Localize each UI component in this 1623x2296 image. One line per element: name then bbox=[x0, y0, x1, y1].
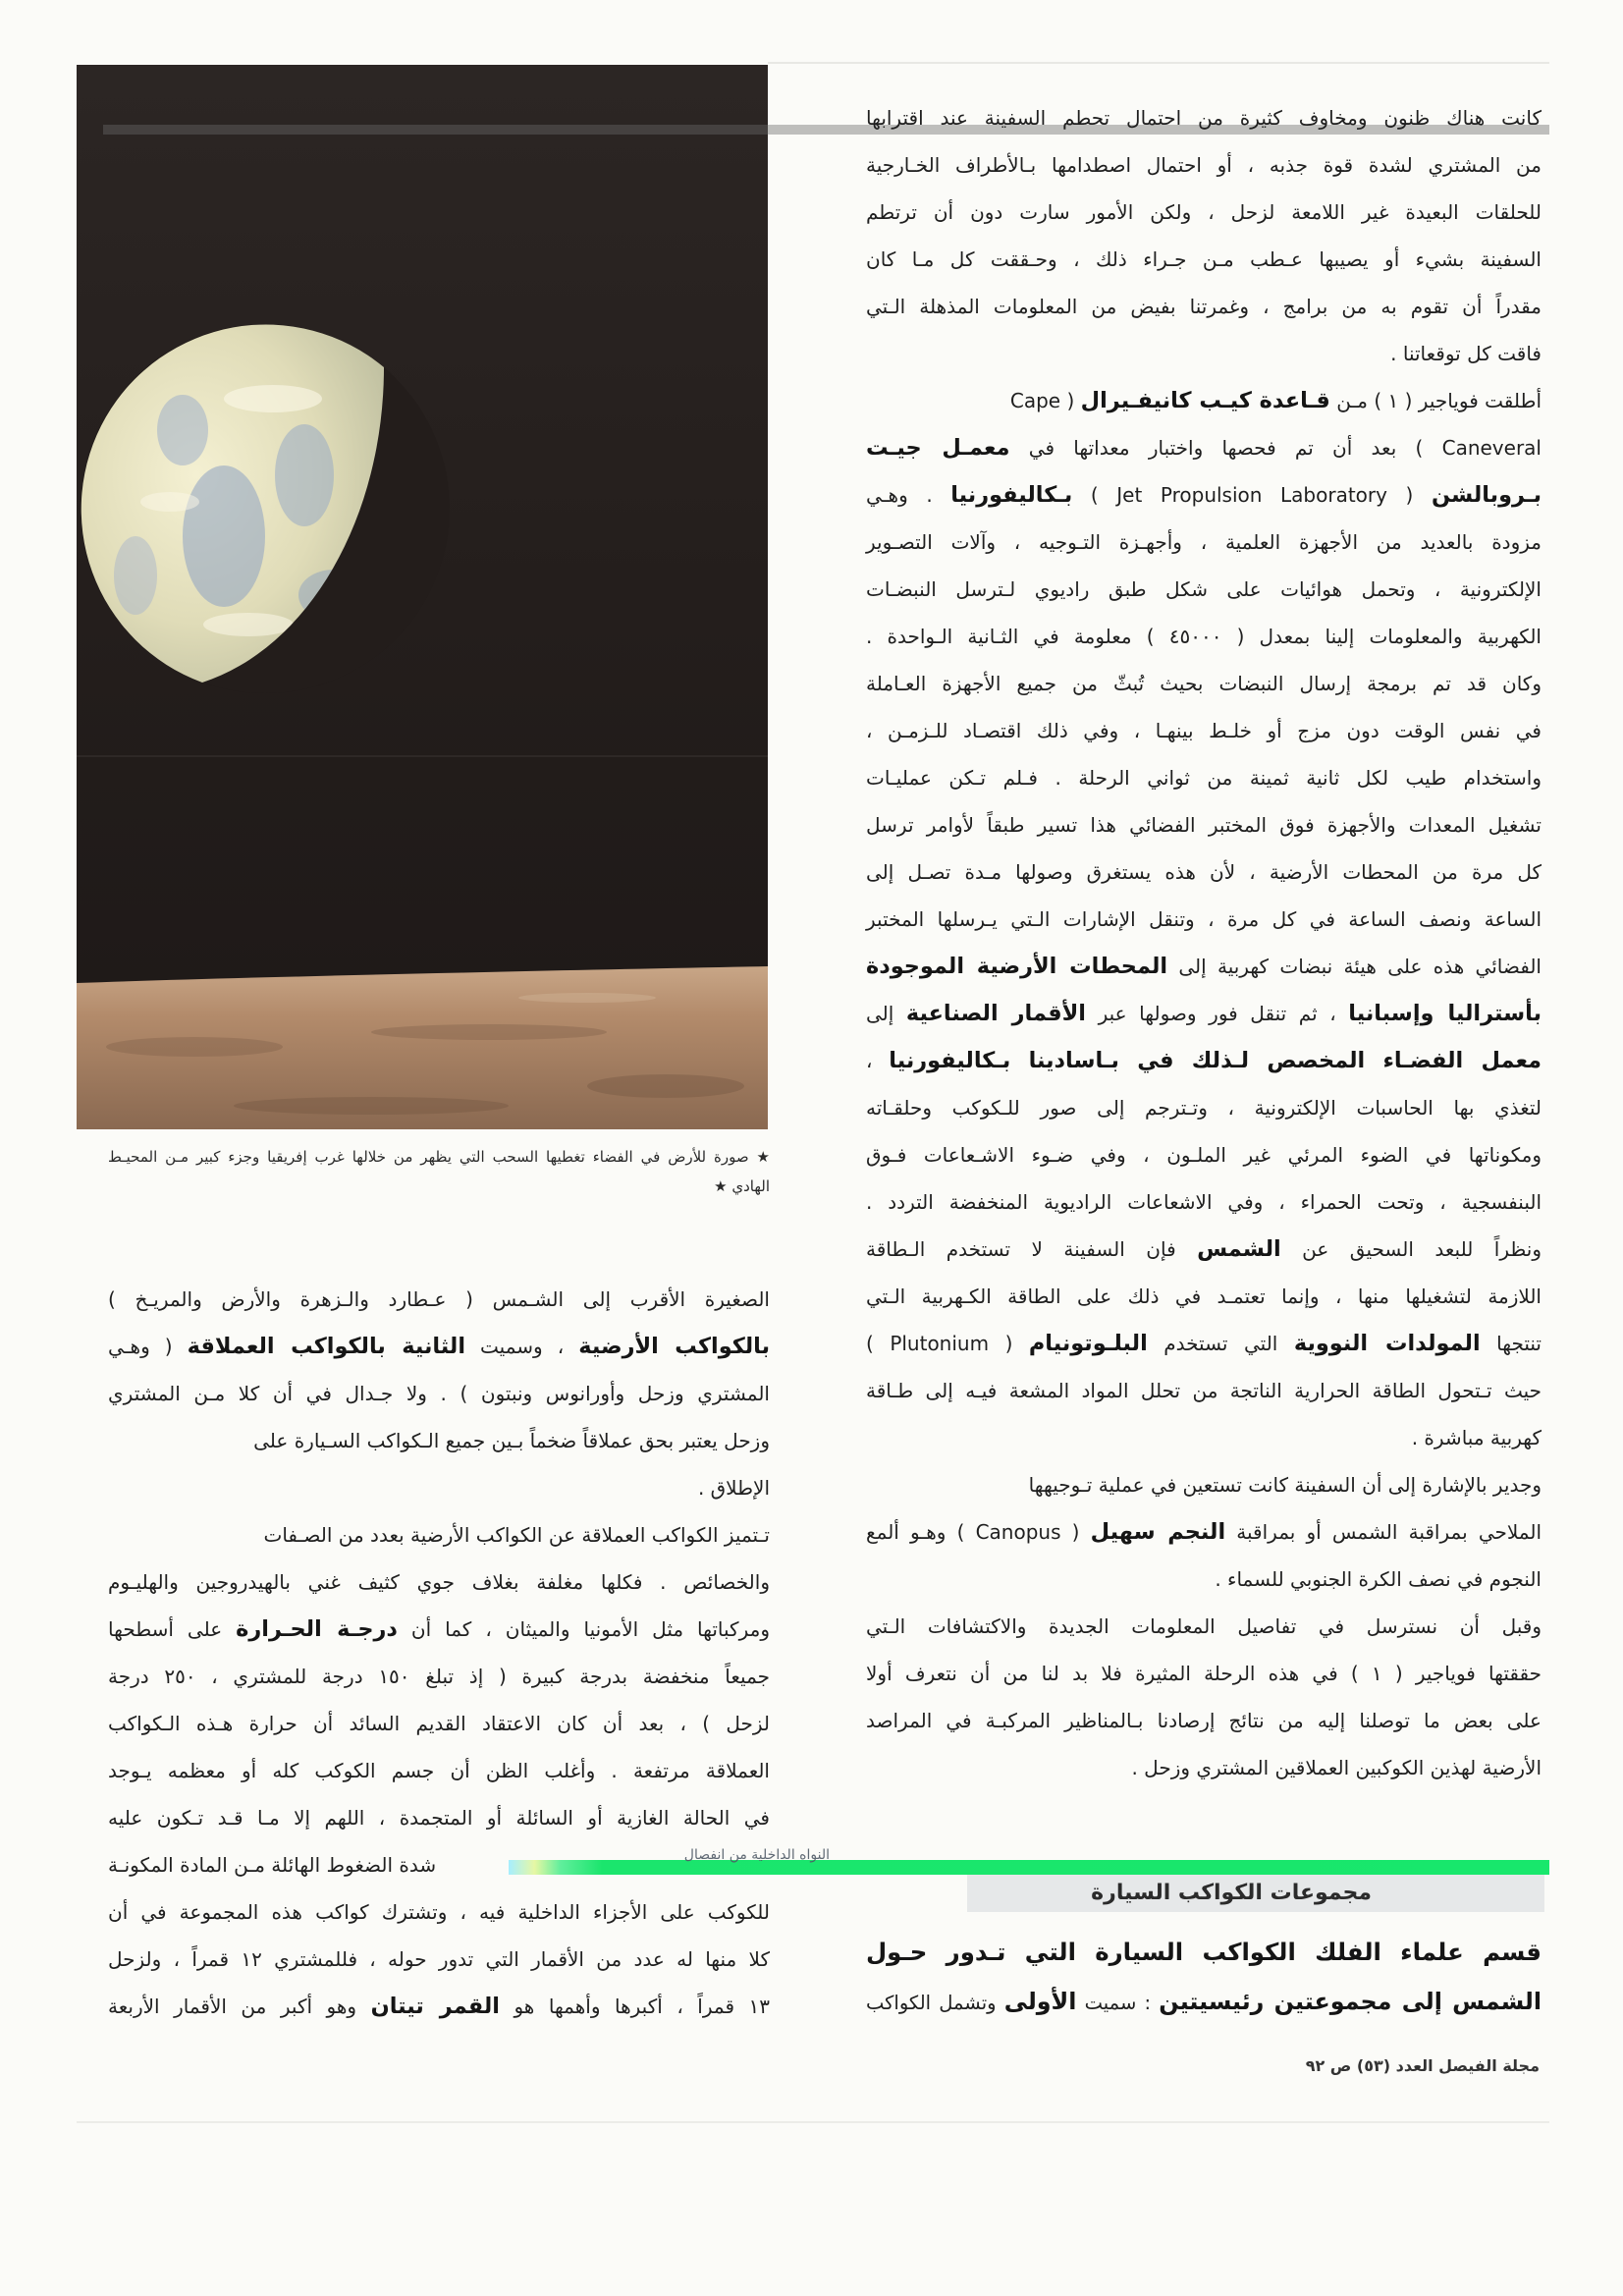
text-segment: إلى bbox=[866, 1002, 906, 1025]
text-line bbox=[108, 1323, 770, 1370]
line-content bbox=[866, 907, 1542, 931]
text-line bbox=[866, 1461, 1542, 1508]
text-line bbox=[866, 1928, 1542, 1977]
text-segment: مزودة بالعديد من الأجهزة العلمية ، وأجهـزة التـوجيه ، وآلات التصـوير bbox=[866, 530, 1542, 554]
line-content bbox=[108, 1995, 770, 2018]
line-content bbox=[108, 1759, 770, 1782]
text-segment: للحلقات البعيدة غير اللامعة لزحل ، ولكن الأمور سارت دون أن ترتطم bbox=[866, 200, 1542, 224]
text-segment: وزحل يعتبر بحق عملاقاً ضخماً بـين جميع الـكواكب السـيارة على bbox=[253, 1429, 770, 1452]
text-line bbox=[866, 707, 1542, 754]
text-line bbox=[108, 1417, 770, 1464]
text-segment: والخصائص . فكلها مغلفة بغلاف جوي كثيف غني بالهيدروجين والهليـوم bbox=[108, 1570, 770, 1594]
text-segment: لزحل ) ، بعد أن كان الاعتقاد القديم السائد أن حرارة هـذه الـكواكب bbox=[108, 1712, 770, 1735]
line-content bbox=[866, 1520, 1542, 1544]
text-segment: الفضائي هذه على هيئة نبضات كهربية إلى bbox=[1167, 955, 1542, 978]
photo-graphic bbox=[77, 65, 768, 1129]
line-content bbox=[108, 1335, 770, 1358]
text-segment: النجوم في نصف الكرة الجنوبي للسماء . bbox=[1215, 1567, 1542, 1591]
text-segment: من المشتري لشدة قوة جذبه ، أو احتمال اصطدامها بـالأطراف الخـارجية bbox=[866, 153, 1542, 177]
line-content bbox=[866, 436, 1542, 460]
text-segment: الهادي ★ bbox=[714, 1177, 770, 1195]
text-line bbox=[108, 1370, 770, 1417]
text-segment: لتغذي بها الحاسبات الإلكترونية ، وتـترجم إلى صور للـكوكب وحلقـاته bbox=[866, 1096, 1542, 1120]
text-segment: ، ثم تنقل فور وصولها عبر bbox=[1085, 1002, 1349, 1025]
text-line bbox=[866, 990, 1542, 1037]
text-line bbox=[108, 1888, 770, 1936]
text-line bbox=[866, 1977, 1542, 2026]
line-content bbox=[866, 483, 1542, 507]
text-segment: تنتجها bbox=[1480, 1332, 1542, 1355]
text-line bbox=[866, 613, 1542, 660]
section-intro bbox=[866, 1928, 1542, 2026]
text-segment: البنفسجية ، وتحت الحمراء ، وفي الاشعاعات الراديوية المنخفضة التردد . bbox=[866, 1190, 1542, 1214]
text-line bbox=[866, 1556, 1542, 1603]
line-content bbox=[108, 1900, 770, 1924]
text-segment: حققتها فوياجير ( ١ ) في هذه الرحلة المثيرة فلا بد لنا من أن نتعرف أولا bbox=[866, 1662, 1542, 1685]
text-segment: وكان قد تم برمجة إرسال النبضات بحيث تُبثّ من جميع الأجهزة العـاملة bbox=[866, 672, 1542, 695]
text-segment: وقبل أن نسترسل في تفاصيل المعلومات الجديدة والاكتشافات الـتي bbox=[866, 1614, 1542, 1638]
text-segment: على أسطحها bbox=[108, 1617, 237, 1641]
text-segment: ومكوناتها في الضوء المرئي غير الملـون ، وفي ضـوء الاشـعاعات فـوق bbox=[866, 1143, 1542, 1167]
photo-caption bbox=[108, 1142, 770, 1201]
text-segment: فاقت كل توقعاتنا . bbox=[1390, 342, 1542, 365]
line-content bbox=[866, 1096, 1542, 1120]
text-segment: الإطلاق . bbox=[697, 1476, 770, 1500]
text-segment: وتشمل الكواكب bbox=[866, 1992, 1004, 2014]
text-segment: كل مرة من المحطات الأرضية ، لأن هذه يستغرق وصولها مـدة تصـل إلى bbox=[866, 860, 1542, 884]
text-line bbox=[866, 754, 1542, 801]
text-segment: تـتميز الكواكب العملاقة عن الكواكب الأرضية بعدد من الصـفات bbox=[263, 1523, 770, 1547]
text-segment: واستخدام طيب لكل ثانية ثمينة من ثواني الرحلة . فـلم تـكن عمليـات bbox=[866, 766, 1542, 790]
text-segment: الصغيرة الأقرب إلى الشـمس ( عـطارد والـزهرة والأرض والمريـخ ) bbox=[108, 1287, 770, 1311]
bold-text: بالكواكب الأرضية bbox=[578, 1334, 770, 1359]
text-line bbox=[866, 848, 1542, 896]
text-line bbox=[866, 377, 1542, 424]
text-line bbox=[866, 1273, 1542, 1320]
line-content bbox=[866, 295, 1542, 318]
line-content bbox=[1029, 1473, 1542, 1497]
line-content bbox=[866, 1237, 1542, 1261]
bold-text: المحطات الأرضية الموجودة bbox=[866, 954, 1168, 979]
text-segment: الملاحي بمراقبة الشمس أو بمراقبة bbox=[1225, 1520, 1542, 1544]
text-line bbox=[866, 1367, 1542, 1414]
text-segment: للكوكب على الأجزاء الداخلية فيه ، وتشترك كواكب هذه المجموعة في أن bbox=[108, 1900, 770, 1924]
text-line bbox=[108, 1983, 770, 2030]
line-content bbox=[866, 1002, 1542, 1025]
text-line bbox=[108, 1700, 770, 1747]
line-content bbox=[866, 577, 1542, 601]
text-segment: التي تستخدم bbox=[1147, 1332, 1294, 1355]
text-segment: ومركباتها مثل الأمونيا والميثان ، كما أن bbox=[397, 1617, 770, 1641]
text-line bbox=[108, 1653, 770, 1700]
line-content bbox=[866, 1938, 1542, 1966]
text-segment: حيث تـتحول الطاقة الحرارية الناتجة من تحلل المواد المشعة فيـه إلى طـاقة bbox=[866, 1379, 1542, 1402]
line-content bbox=[1131, 1756, 1542, 1779]
text-line bbox=[108, 1606, 770, 1653]
line-content bbox=[1010, 389, 1542, 412]
text-line bbox=[108, 1464, 770, 1511]
line-content bbox=[264, 1523, 771, 1547]
text-line bbox=[108, 1794, 770, 1841]
text-segment: ★ صورة للأرض في الفضاء تغطيها السحب التي يظهر من خلالها غرب إفريقيا وجزء كبير مـن المحيـط bbox=[108, 1148, 770, 1166]
text-line bbox=[108, 1936, 770, 1983]
text-segment: كانت هناك ظنون ومخاوف كثيرة من احتمال تحطم السفينة عند اقترابها bbox=[866, 106, 1542, 130]
line-content bbox=[108, 1148, 770, 1166]
text-segment: : سميت bbox=[1076, 1992, 1160, 2014]
bold-text: بأستراليا وإسبانيا bbox=[1348, 1001, 1542, 1026]
bold-text: الشمس إلى مجموعتين رئيسيتين bbox=[1159, 1988, 1542, 2015]
text-line bbox=[866, 519, 1542, 566]
line-content bbox=[866, 200, 1542, 224]
bold-text: قـاعدة كيـب كانيفـيرال bbox=[1080, 388, 1330, 413]
text-line bbox=[866, 1650, 1542, 1697]
line-content bbox=[866, 625, 1542, 648]
line-content bbox=[866, 813, 1542, 837]
text-line bbox=[108, 1142, 770, 1172]
line-content bbox=[866, 1190, 1542, 1214]
line-content bbox=[714, 1177, 770, 1195]
text-line bbox=[866, 1084, 1542, 1131]
bold-text: المولدات النووية bbox=[1293, 1331, 1481, 1356]
line-content bbox=[253, 1429, 770, 1452]
text-segment: في نفس الوقت دون مزج أو خلـط بينهـا ، وفي ذلك اقتصـاد للـزمـن ، bbox=[866, 719, 1542, 742]
line-content bbox=[866, 719, 1542, 742]
text-segment: شدة الضغوط الهائلة مـن المادة المكونـة bbox=[108, 1853, 437, 1877]
text-segment: أطلقت فوياجير ( ١ ) مـن bbox=[1329, 389, 1542, 412]
text-line bbox=[866, 896, 1542, 943]
text-line bbox=[866, 1508, 1542, 1556]
line-content bbox=[866, 955, 1542, 978]
text-segment: ( وهـي bbox=[108, 1335, 188, 1358]
line-content bbox=[866, 1143, 1542, 1167]
text-line bbox=[866, 1131, 1542, 1178]
bold-text: بـروبالشن bbox=[1431, 482, 1542, 508]
bold-text: القمر تيتان bbox=[370, 1994, 500, 2019]
line-content bbox=[866, 1988, 1542, 2015]
text-line bbox=[866, 1226, 1542, 1273]
text-line bbox=[866, 189, 1542, 236]
line-content bbox=[108, 1806, 770, 1830]
line-content bbox=[866, 672, 1542, 695]
bold-text: البلـوتونيام bbox=[1028, 1331, 1148, 1356]
bold-text: درجـة الحـرارة bbox=[236, 1616, 398, 1642]
text-segment: ( Jet Propulsion Laboratory ) bbox=[1072, 483, 1432, 507]
text-line bbox=[108, 1511, 770, 1558]
text-line bbox=[866, 1414, 1542, 1461]
line-content bbox=[866, 1614, 1542, 1638]
text-line bbox=[108, 1747, 770, 1794]
line-content bbox=[866, 106, 1542, 130]
bold-text: قسم علماء الفلك الكواكب السيارة التي تـدور حـول bbox=[866, 1938, 1542, 1966]
text-line bbox=[866, 801, 1542, 848]
page-footer: مجلة الفيصل العدد (٥٣) ص ٩٢ bbox=[1305, 2056, 1540, 2075]
bold-text: معمل الفضـاء المخصص لـذلك في بـاسادينا بـكاليفورنيا bbox=[889, 1048, 1542, 1073]
text-segment: ونظراً للبعد السحيق عن bbox=[1280, 1237, 1542, 1261]
text-segment: في الحالة الغازية أو السائلة أو المتجمدة ، اللهم إلا مـا قـد تـكون عليه bbox=[108, 1806, 770, 1830]
text-line bbox=[866, 1697, 1542, 1744]
line-content bbox=[108, 1570, 770, 1594]
text-segment: المشتري وزحل وأورانوس ونبتون ) . ولا جـدال في أن كلا مـن المشتري bbox=[108, 1382, 770, 1405]
text-segment: . وهـي bbox=[866, 483, 951, 507]
text-line bbox=[866, 1178, 1542, 1226]
text-segment: مقدراً أن تقوم به من برامج ، وغمرتنا بفيض من المعلومات المذهلة الـتي bbox=[866, 295, 1542, 318]
text-segment: اللازمة لتشغيلها منها ، وإنما تعتمـد في ذلك على الطاقة الكـهربية الـتي bbox=[866, 1285, 1542, 1308]
text-segment: الكهربية والمعلومات إلينا بمعدل ( ٤٥٠٠٠ ) معلومة في الثـانية الـواحدة . bbox=[866, 625, 1542, 648]
text-segment: ، وسميت bbox=[465, 1335, 579, 1358]
bold-text: الشمس bbox=[1197, 1236, 1281, 1262]
right-column-text bbox=[866, 94, 1542, 1791]
text-segment: الإلكترونية ، وتحمل هوائيات على شكل طبق راديوي لـترسل النبضـات bbox=[866, 577, 1542, 601]
text-segment: وجدير بالإشارة إلى أن السفينة كانت تستعين في عملية تـوجيهها bbox=[1028, 1473, 1542, 1497]
text-segment: السفينة بشيء أو يصيبها عـطب مـن جـراء ذلك ، وحـققت كل مـا كان bbox=[866, 247, 1542, 271]
text-line bbox=[866, 471, 1542, 519]
text-line bbox=[866, 660, 1542, 707]
bold-text: بـكاليفورنيا bbox=[950, 482, 1073, 508]
text-line bbox=[108, 1172, 770, 1201]
text-line bbox=[866, 141, 1542, 189]
top-page-rule bbox=[768, 62, 1549, 64]
text-segment: ( Canopus ) وهـو ألمع bbox=[866, 1520, 1091, 1544]
text-line bbox=[866, 943, 1542, 990]
text-segment: جميعاً منخفضة بدرجة كبيرة ( إذ تبلغ ١٥٠ درجة للمشتري ، ٢٥٠ درجة bbox=[108, 1665, 770, 1688]
line-content bbox=[108, 1853, 436, 1877]
text-segment: فإن السفينة لا تستخدم الـطاقة bbox=[866, 1237, 1198, 1261]
text-line bbox=[866, 330, 1542, 377]
line-content bbox=[866, 247, 1542, 271]
line-content bbox=[108, 1665, 770, 1688]
text-segment: ، bbox=[866, 1049, 890, 1072]
text-line bbox=[866, 1744, 1542, 1791]
text-segment: وهو أكبر من الأقمار الأربعة bbox=[108, 1995, 371, 2018]
text-segment: العملاقة مرتفعة . وأغلب الظن أن جسم الكوكب كله أو معظمه يـوجد bbox=[108, 1759, 770, 1782]
text-line bbox=[108, 1558, 770, 1606]
text-line bbox=[866, 1603, 1542, 1650]
line-content bbox=[1215, 1567, 1542, 1591]
line-content bbox=[866, 1379, 1542, 1402]
text-segment: كلا منها له عدد من الأقمار التي تدور حوله ، فللمشتري ١٢ قمراً ، ولزحل bbox=[108, 1947, 771, 1971]
text-line bbox=[866, 424, 1542, 471]
line-content bbox=[866, 1285, 1542, 1308]
line-content bbox=[1412, 1426, 1542, 1449]
bold-text: الأولى bbox=[1003, 1988, 1077, 2015]
line-content bbox=[108, 1947, 770, 1971]
text-segment: ١٣ قمراً ، أكبرها وأهمها هو bbox=[499, 1995, 771, 2018]
text-line bbox=[866, 283, 1542, 330]
line-content bbox=[698, 1476, 770, 1500]
text-segment: Caneveral ) بعد أن تم فحصها واختبار معداتها في bbox=[1009, 436, 1542, 460]
section-heading bbox=[967, 1875, 1544, 1912]
text-line bbox=[866, 94, 1542, 141]
scan-artifact-text: النواه الداخلية من انفصال bbox=[683, 1847, 830, 1863]
line-content bbox=[866, 1662, 1542, 1685]
line-content bbox=[866, 1332, 1542, 1355]
bold-text: الثانية بالكواكب العملاقة bbox=[187, 1334, 465, 1359]
text-line bbox=[108, 1276, 770, 1323]
text-segment: على بعض ما توصلنا إليه من نتائج إرصادنا بـالمناظير المركبـة في المراصد bbox=[866, 1709, 1542, 1732]
line-content bbox=[1390, 342, 1542, 365]
line-content bbox=[866, 153, 1542, 177]
bold-text: معمـل جيـت bbox=[866, 435, 1010, 461]
text-segment: تشغيل المعدات والأجهزة فوق المختبر الفضائي هذا تسير طبقاً لأوامر ترسل bbox=[866, 813, 1542, 837]
line-content bbox=[866, 1709, 1542, 1732]
line-content bbox=[866, 1049, 1542, 1072]
text-segment: الساعة ونصف الساعة في كل مرة ، وتنقل الإشارات الـتي يـرسلها المختبر bbox=[866, 907, 1542, 931]
text-segment: كهربية مباشرة . bbox=[1411, 1426, 1542, 1449]
bold-text: الأقمار الصناعية bbox=[905, 1001, 1086, 1026]
text-segment: ( Plutonium ) bbox=[866, 1332, 1029, 1355]
line-content bbox=[108, 1712, 770, 1735]
line-content bbox=[866, 766, 1542, 790]
earth-rise-photo bbox=[77, 65, 768, 1129]
bottom-page-rule bbox=[77, 2121, 1549, 2123]
bold-text: النجم سهيل bbox=[1090, 1519, 1226, 1545]
text-line bbox=[866, 1037, 1542, 1084]
text-line bbox=[866, 236, 1542, 283]
text-segment: ( Cape bbox=[1009, 389, 1081, 412]
text-segment: الأرضية لهذين الكوكبين العملاقين المشتري وزحل . bbox=[1131, 1756, 1542, 1779]
left-column-text bbox=[108, 1276, 770, 2030]
text-line bbox=[866, 1320, 1542, 1367]
line-content bbox=[108, 1382, 770, 1405]
line-content bbox=[866, 860, 1542, 884]
text-line bbox=[866, 566, 1542, 613]
line-content bbox=[108, 1617, 770, 1641]
line-content bbox=[108, 1287, 770, 1311]
section-title: مجموعات الكواكب السيارة bbox=[1091, 1881, 1372, 1905]
line-content bbox=[866, 530, 1542, 554]
